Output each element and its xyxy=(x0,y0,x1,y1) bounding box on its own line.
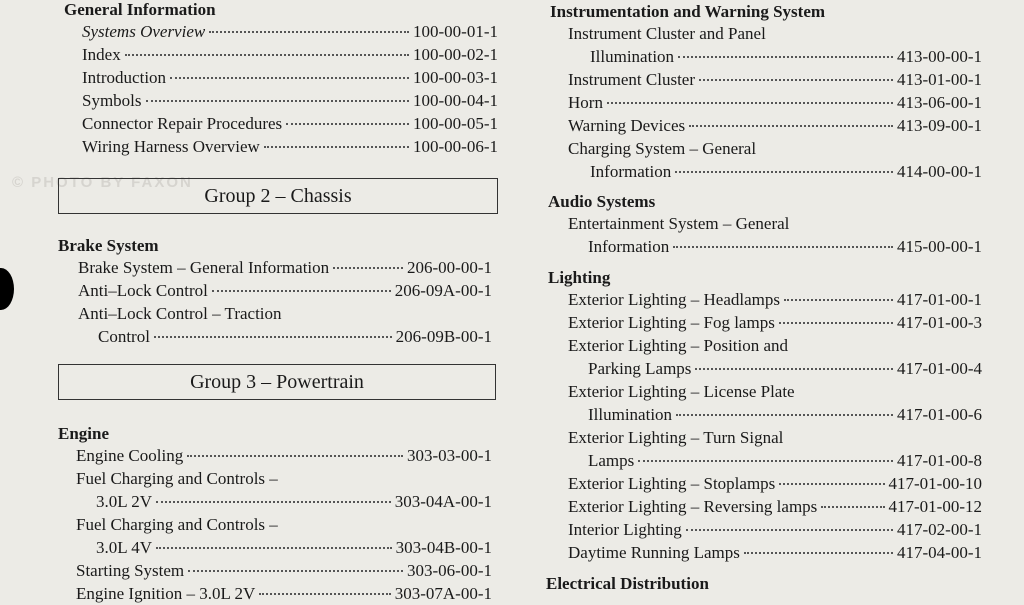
entry-page-ref: 413-06-00-1 xyxy=(897,93,982,112)
toc-entry[interactable] xyxy=(568,403,982,426)
leader-dots xyxy=(784,299,893,301)
leader-dots xyxy=(779,483,884,485)
entry-label: Charging System – General xyxy=(568,139,757,158)
leader-dots xyxy=(695,368,893,370)
lighting-section xyxy=(548,268,982,564)
toc-entry[interactable] xyxy=(78,256,492,279)
leader-dots xyxy=(187,455,403,457)
entry-page-ref: 413-09-00-1 xyxy=(897,116,982,135)
leader-dots xyxy=(286,123,409,125)
entry-page-ref: 417-01-00-12 xyxy=(888,497,982,516)
toc-entry[interactable] xyxy=(568,22,982,45)
section-title-brake: Brake System xyxy=(58,236,159,255)
entry-page-ref: 417-01-00-1 xyxy=(897,290,982,309)
entry-label: Introduction xyxy=(82,68,167,87)
section-title-electrical: Electrical Distribution xyxy=(546,574,709,593)
toc-entry[interactable] xyxy=(568,160,982,183)
group-3-heading: Group 3 – Powertrain xyxy=(58,364,496,400)
entry-label: Exterior Lighting – License Plate xyxy=(568,382,795,401)
leader-dots xyxy=(607,102,893,104)
toc-entry[interactable] xyxy=(568,45,982,68)
entry-label: Exterior Lighting – Stoplamps xyxy=(568,474,776,493)
leader-dots xyxy=(156,501,391,503)
toc-entry[interactable] xyxy=(568,518,982,541)
entry-label: Illumination xyxy=(588,405,673,424)
leader-dots xyxy=(676,414,893,416)
entry-label: Anti–Lock Control xyxy=(78,281,208,300)
entry-page-ref: 303-07A-00-1 xyxy=(394,584,492,603)
entry-label: Control xyxy=(98,327,150,346)
entry-label: 3.0L 2V xyxy=(96,492,153,511)
leader-dots xyxy=(779,322,893,324)
leader-dots xyxy=(744,552,893,554)
toc-entry[interactable] xyxy=(568,114,982,137)
entry-page-ref: 303-04A-00-1 xyxy=(394,492,492,511)
entry-label: Information xyxy=(588,237,670,256)
brake-system-section xyxy=(58,236,492,348)
entry-page-ref: 206-09B-00-1 xyxy=(395,327,492,346)
entry-label: Lamps xyxy=(588,451,635,470)
toc-entry[interactable] xyxy=(568,334,982,357)
toc-entry[interactable] xyxy=(78,279,492,302)
section-title-general: General Information xyxy=(64,0,216,19)
leader-dots xyxy=(678,56,893,58)
entry-label: Information xyxy=(590,162,672,181)
leader-dots xyxy=(638,460,893,462)
leader-dots xyxy=(125,54,409,56)
watermark: © PHOTO BY FAXON xyxy=(12,174,193,191)
toc-entry[interactable] xyxy=(568,288,982,311)
entry-label: Parking Lamps xyxy=(588,359,692,378)
entry-page-ref: 417-01-00-3 xyxy=(897,313,982,332)
section-title-engine: Engine xyxy=(58,424,110,443)
entry-label: Horn xyxy=(568,93,603,112)
section-title-instrumentation: Instrumentation and Warning System xyxy=(550,2,826,21)
leader-dots xyxy=(689,125,893,127)
leader-dots xyxy=(209,31,409,33)
audio-systems-section xyxy=(548,192,982,258)
entry-page-ref: 417-01-00-8 xyxy=(897,451,982,470)
entry-label: Brake System – General Information xyxy=(78,258,330,277)
toc-entry[interactable] xyxy=(76,513,492,536)
entry-label: Interior Lighting xyxy=(568,520,682,539)
entry-page-ref: 100-00-04-1 xyxy=(413,91,498,110)
entry-page-ref: 415-00-00-1 xyxy=(897,237,982,256)
entry-page-ref: 303-04B-00-1 xyxy=(395,538,492,557)
toc-entry[interactable] xyxy=(82,20,498,43)
entry-label: Systems Overview xyxy=(82,22,206,41)
entry-label: Exterior Lighting – Reversing lamps xyxy=(568,497,818,516)
entry-label: Symbols xyxy=(82,91,142,110)
toc-entry[interactable] xyxy=(76,467,492,490)
leader-dots xyxy=(264,146,409,148)
toc-entry[interactable] xyxy=(568,380,982,403)
toc-entry[interactable] xyxy=(82,112,498,135)
section-title-lighting: Lighting xyxy=(548,268,611,287)
entry-label: Fuel Charging and Controls – xyxy=(76,469,278,488)
entry-page-ref: 417-04-00-1 xyxy=(897,543,982,562)
entry-page-ref: 303-03-00-1 xyxy=(407,446,492,465)
toc-entry[interactable] xyxy=(568,426,982,449)
toc-entry[interactable] xyxy=(568,235,982,258)
leader-dots xyxy=(333,267,403,269)
toc-entry[interactable] xyxy=(568,212,982,235)
instrumentation-section xyxy=(550,2,982,183)
engine-section xyxy=(58,424,492,605)
electrical-distribution-section xyxy=(546,574,980,594)
toc-entry[interactable] xyxy=(568,137,982,160)
entry-label: Engine Ignition – 3.0L 2V xyxy=(76,584,256,603)
toc-entry[interactable] xyxy=(76,490,492,513)
toc-entry[interactable] xyxy=(82,43,498,66)
leader-dots xyxy=(673,246,893,248)
entry-page-ref: 100-00-03-1 xyxy=(413,68,498,87)
leader-dots xyxy=(699,79,893,81)
toc-entry[interactable] xyxy=(76,444,492,467)
entry-label: Exterior Lighting – Turn Signal xyxy=(568,428,784,447)
leader-dots xyxy=(146,100,409,102)
toc-entry[interactable] xyxy=(82,135,498,158)
entry-label: Anti–Lock Control – Traction xyxy=(78,304,282,323)
entry-page-ref: 417-01-00-4 xyxy=(897,359,982,378)
leader-dots xyxy=(686,529,893,531)
leader-dots xyxy=(188,570,403,572)
entry-page-ref: 303-06-00-1 xyxy=(407,561,492,580)
entry-label: Exterior Lighting – Position and xyxy=(568,336,789,355)
toc-entry[interactable] xyxy=(78,302,492,325)
toc-entry[interactable] xyxy=(568,311,982,334)
entry-label: 3.0L 4V xyxy=(96,538,153,557)
toc-entry[interactable] xyxy=(76,536,492,559)
leader-dots xyxy=(259,593,390,595)
entry-label: Illumination xyxy=(590,47,675,66)
entry-page-ref: 417-01-00-10 xyxy=(888,474,982,493)
leader-dots xyxy=(154,336,392,338)
leader-dots xyxy=(821,506,884,508)
toc-entry[interactable] xyxy=(76,582,492,605)
entry-label: Wiring Harness Overview xyxy=(82,137,260,156)
group-2-heading: Group 2 – Chassis xyxy=(58,178,498,214)
entry-page-ref: 417-02-00-1 xyxy=(897,520,982,539)
entry-page-ref: 413-01-00-1 xyxy=(897,70,982,89)
entry-page-ref: 413-00-00-1 xyxy=(897,47,982,66)
entry-page-ref: 100-00-02-1 xyxy=(413,45,498,64)
entry-page-ref: 100-00-05-1 xyxy=(413,114,498,133)
entry-page-ref: 414-00-00-1 xyxy=(897,162,982,181)
entry-label: Instrument Cluster and Panel xyxy=(568,24,766,43)
leader-dots xyxy=(170,77,409,79)
entry-label: Exterior Lighting – Fog lamps xyxy=(568,313,775,332)
page-tab-mark xyxy=(0,268,14,310)
toc-entry[interactable] xyxy=(568,449,982,472)
toc-entry[interactable] xyxy=(76,559,492,582)
entry-page-ref: 100-00-01-1 xyxy=(413,22,498,41)
toc-entry[interactable] xyxy=(568,91,982,114)
entry-label: Connector Repair Procedures xyxy=(82,114,283,133)
entry-label: Instrument Cluster xyxy=(568,70,696,89)
entry-label: Index xyxy=(82,45,121,64)
section-title-audio: Audio Systems xyxy=(548,192,656,211)
entry-label: Engine Cooling xyxy=(76,446,184,465)
entry-label: Warning Devices xyxy=(568,116,686,135)
entry-page-ref: 100-00-06-1 xyxy=(413,137,498,156)
general-information-section xyxy=(64,0,498,158)
entry-page-ref: 206-00-00-1 xyxy=(407,258,492,277)
entry-label: Daytime Running Lamps xyxy=(568,543,740,562)
toc-entry[interactable] xyxy=(568,357,982,380)
toc-entry[interactable] xyxy=(568,68,982,91)
entry-label: Exterior Lighting – Headlamps xyxy=(568,290,780,309)
entry-label: Fuel Charging and Controls – xyxy=(76,515,278,534)
toc-entry[interactable] xyxy=(568,472,982,495)
leader-dots xyxy=(675,171,893,173)
leader-dots xyxy=(212,290,391,292)
entry-label: Entertainment System – General xyxy=(568,214,790,233)
entry-page-ref: 206-09A-00-1 xyxy=(394,281,492,300)
entry-label: Starting System xyxy=(76,561,185,580)
leader-dots xyxy=(156,547,392,549)
toc-entry[interactable] xyxy=(568,495,982,518)
toc-entry[interactable] xyxy=(568,541,982,564)
toc-entry[interactable] xyxy=(82,66,498,89)
toc-entry[interactable] xyxy=(82,89,498,112)
toc-entry[interactable] xyxy=(78,325,492,348)
entry-page-ref: 417-01-00-6 xyxy=(897,405,982,424)
